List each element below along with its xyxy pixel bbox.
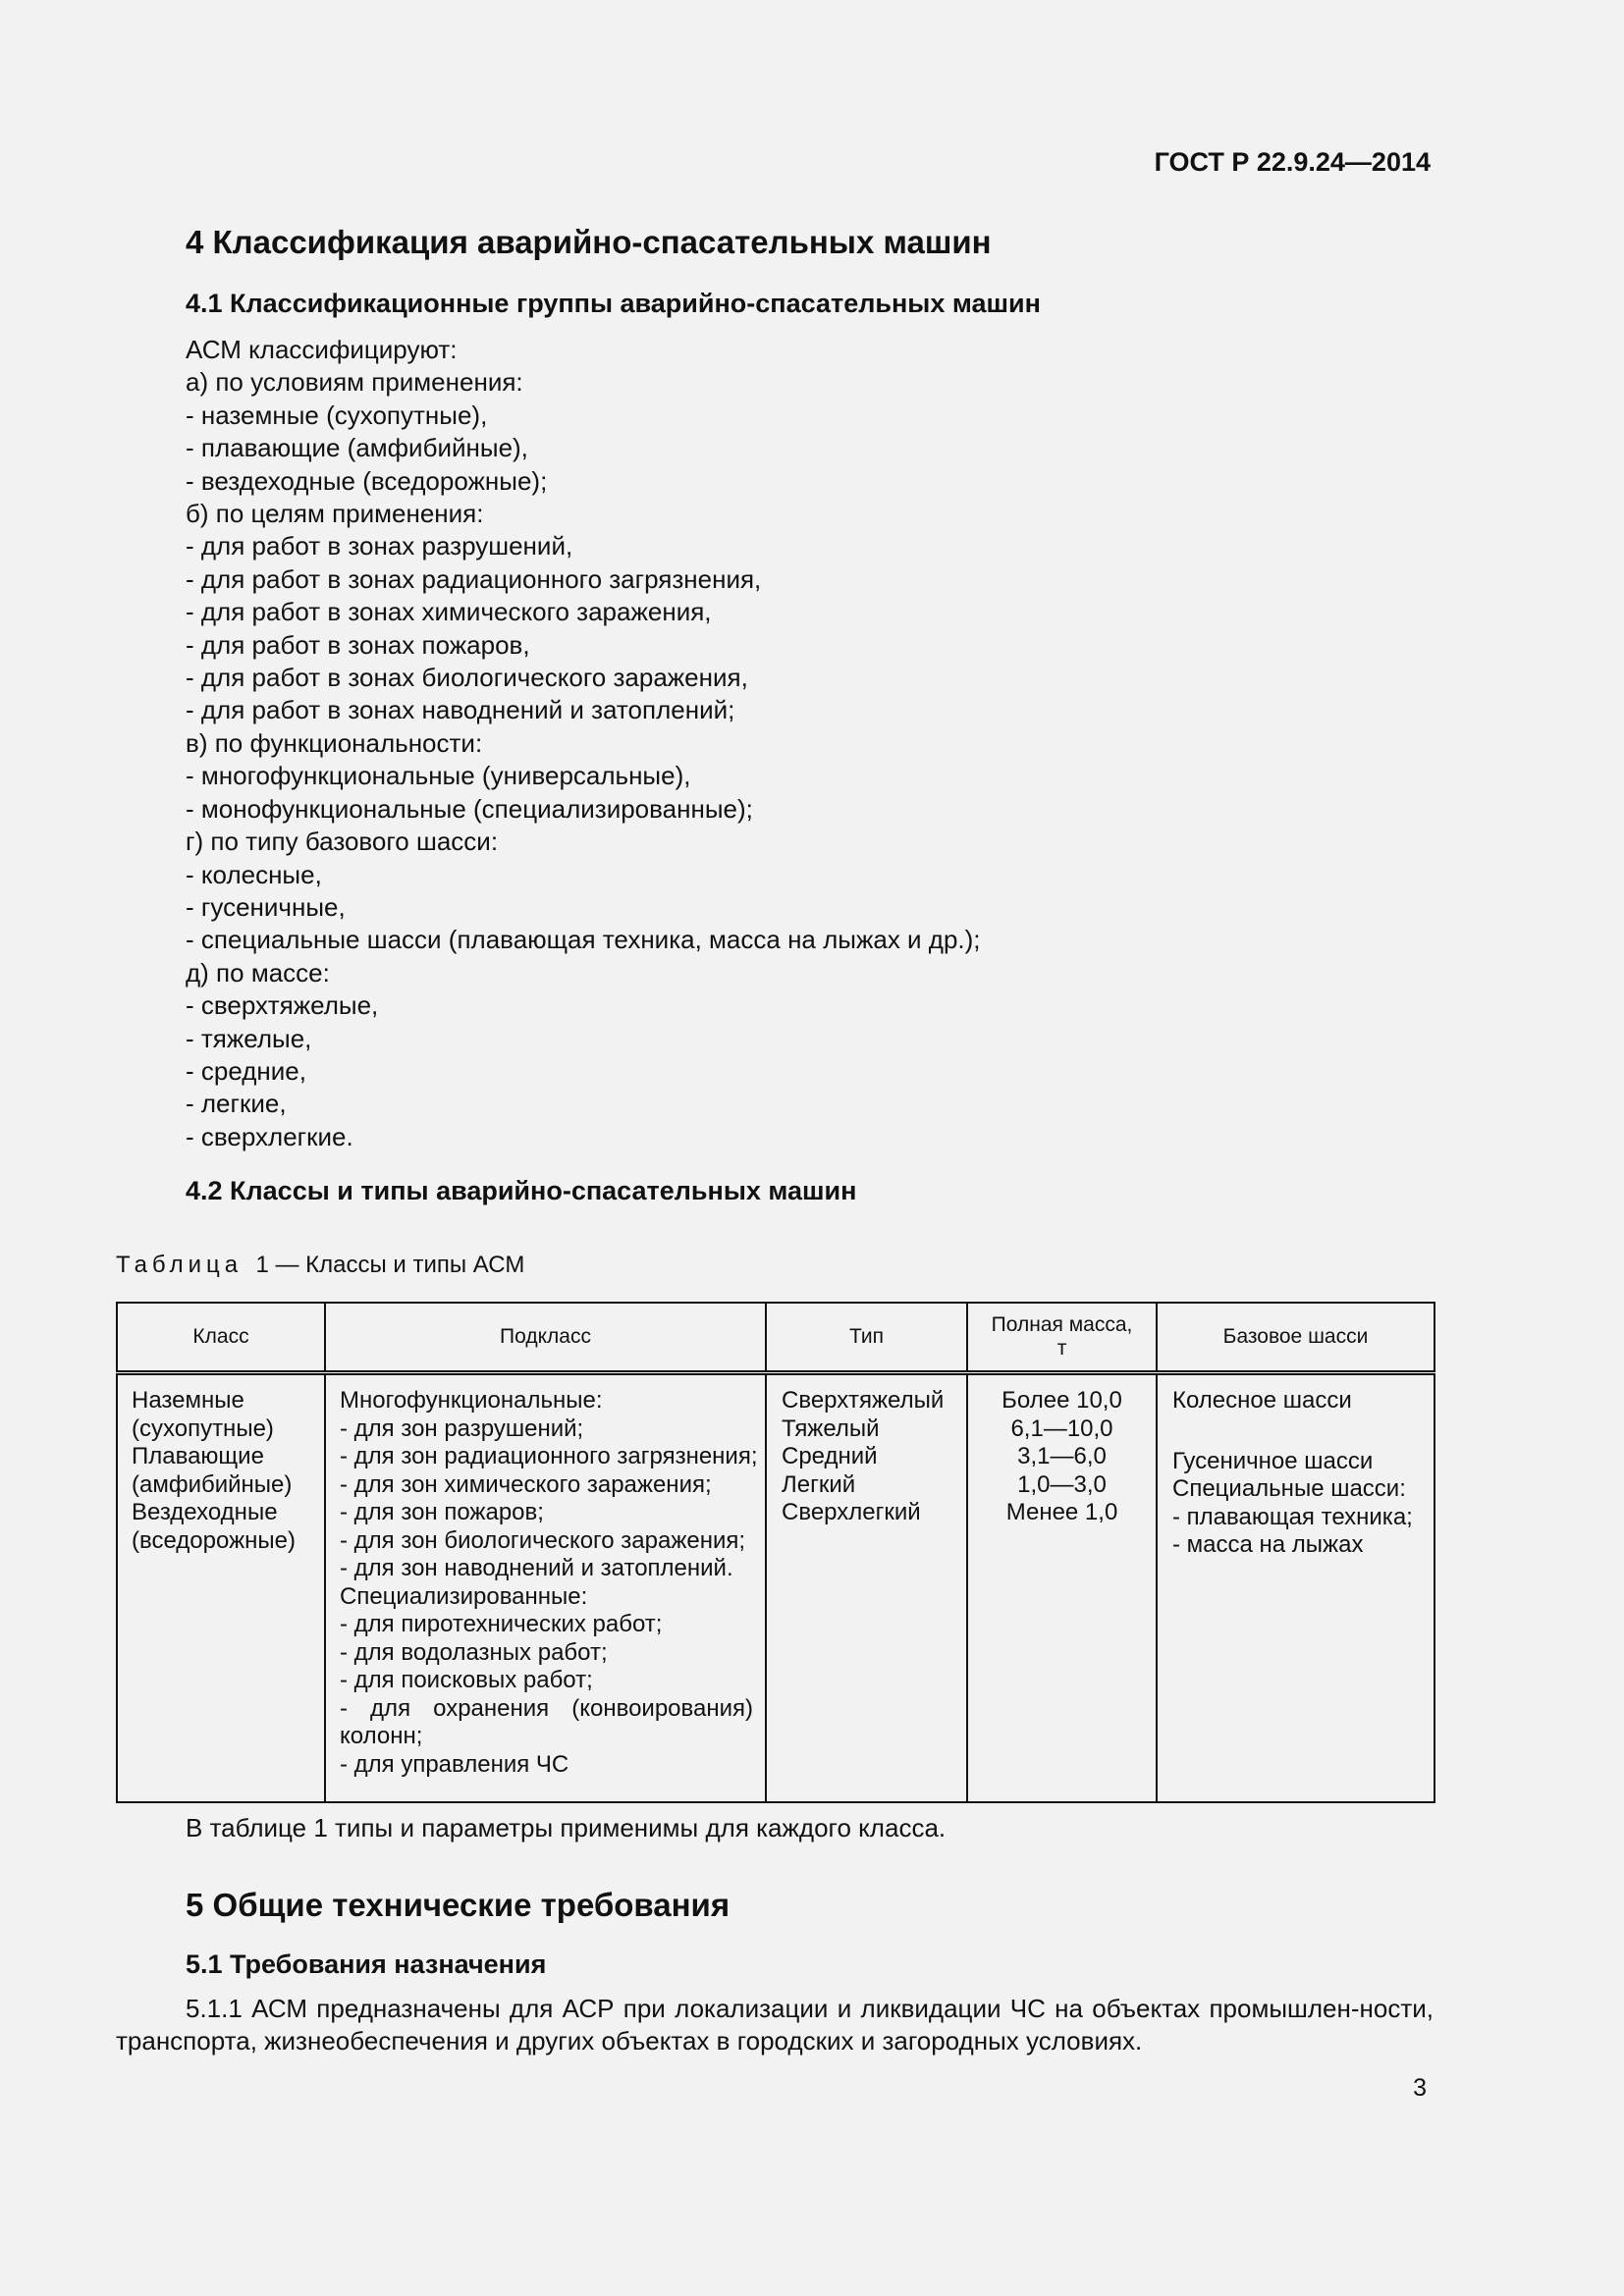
cell-line: - плавающая техника; — [1172, 1503, 1413, 1530]
cell-base — [1157, 1373, 1435, 1803]
cell-line: Колесное шасси — [1172, 1387, 1352, 1414]
list-line: д) по массе: — [186, 957, 330, 988]
cell-line: Сверхлегкий — [782, 1499, 921, 1525]
table-caption-label: Таблица — [116, 1252, 244, 1278]
list-line: - наземные (сухопутные), — [186, 400, 488, 430]
paragraph-5-1-1: 5.1.1 АСМ предназначены для АСР при локализации и ликвидации ЧС на объектах промышлен-ности, транспорта, жизнеобеспечения и других объектах в городских и загородных условиях. — [116, 1994, 1434, 2056]
list-line: - для работ в зонах биологического заражения, — [186, 663, 748, 693]
header-mass-line1: Полная масса, — [991, 1313, 1133, 1336]
cell-line: - для зон радиационного загрязнения; — [340, 1443, 758, 1469]
cell-line: Сверхтяжелый — [782, 1387, 945, 1414]
classification-list — [186, 334, 981, 1153]
page-number: 3 — [1413, 2074, 1427, 2102]
cell-line: 3,1—6,0 — [1017, 1443, 1107, 1469]
list-line: - гусеничные, — [186, 891, 346, 922]
table-row — [117, 1373, 1435, 1803]
list-line: - для работ в зонах пожаров, — [186, 629, 530, 660]
list-line: - многофункциональные (универсальные), — [186, 761, 691, 791]
table-caption-text: 1 — Классы и типы АСМ — [255, 1252, 525, 1278]
cell-line: колонн; — [340, 1723, 423, 1749]
list-line: - для работ в зонах наводнений и затоплений; — [186, 695, 735, 725]
list-line: - плавающие (амфибийные), — [186, 433, 528, 463]
cell-line: Плавающие — [132, 1443, 264, 1469]
cell-line: Вездеходные — [132, 1499, 278, 1525]
cell-line: Тяжелый — [782, 1415, 880, 1442]
cell-line: (амфибийные) — [132, 1470, 293, 1498]
cell-line: Менее 1,0 — [1005, 1499, 1118, 1525]
list-line: г) по типу базового шасси: — [186, 827, 499, 857]
cell-line: Средний — [782, 1443, 878, 1469]
cell-line: Гусеничное шасси — [1172, 1447, 1374, 1474]
cell-line: - масса на лыжах — [1172, 1531, 1364, 1558]
cell-line — [1172, 1415, 1434, 1448]
standard-code: ГОСТ Р 22.9.24—2014 — [1154, 147, 1431, 177]
header-type: Тип — [766, 1303, 967, 1373]
header-mass-line2: т — [1056, 1337, 1067, 1360]
cell-line: Более 10,0 — [1001, 1387, 1122, 1414]
list-line: - для работ в зонах разрушений, — [186, 531, 573, 561]
list-line: - колесные, — [186, 859, 322, 889]
cell-line: Специальные шасси: — [1172, 1475, 1406, 1502]
cell-type — [766, 1373, 967, 1803]
list-line: б) по целям применения: — [186, 499, 484, 529]
section-5-1-title: 5.1 Требования назначения — [186, 1949, 547, 1979]
list-line: - легкие, — [186, 1089, 287, 1119]
cell-line: - для поисковых работ; — [340, 1667, 593, 1693]
cell-line: - для водолазных работ; — [340, 1638, 608, 1666]
list-line: - монофункциональные (специализированные); — [186, 793, 753, 824]
cell-line: - для зон разрушений; — [340, 1415, 584, 1442]
list-line: - сверхлегкие. — [186, 1121, 353, 1151]
section-5-title: 5 Общие технические требования — [186, 1887, 731, 1923]
table-caption — [116, 1252, 524, 1279]
cell-line: - для зон пожаров; — [340, 1499, 544, 1525]
cell-line: Наземные — [132, 1387, 244, 1414]
classes-table — [116, 1302, 1435, 1803]
list-line: - для работ в зонах химического заражения, — [186, 597, 712, 627]
cell-line: (сухопутные) — [132, 1415, 274, 1442]
cell-line: - для зон химического заражения; — [340, 1470, 712, 1498]
list-line: - тяжелые, — [186, 1023, 312, 1053]
cell-line: Специализированные: — [340, 1582, 588, 1610]
list-line: - специальные шасси (плавающая техника, масса на лыжах и др.); — [186, 925, 981, 955]
list-line: в) по функциональности: — [186, 727, 483, 758]
table-header-row — [117, 1303, 1435, 1373]
list-line: - средние, — [186, 1055, 306, 1086]
cell-class — [117, 1373, 325, 1803]
cell-line: 6,1—10,0 — [1010, 1415, 1113, 1442]
cell-line: - для зон биологического заражения; — [340, 1526, 746, 1554]
header-subclass: Подкласс — [325, 1303, 766, 1373]
list-line: АСМ классифицируют: — [186, 335, 458, 364]
cell-line: 1,0—3,0 — [1017, 1470, 1107, 1498]
list-line: а) по условиям применения: — [186, 367, 523, 398]
list-line: - вездеходные (вседорожные); — [186, 465, 548, 496]
cell-line: - для пиротехнических работ; — [340, 1611, 663, 1637]
section-4-title: 4 Классификация аварийно-спасательных машин — [186, 224, 992, 260]
header-base: Базовое шасси — [1157, 1303, 1435, 1373]
cell-line: (вседорожные) — [132, 1526, 296, 1554]
cell-line: Многофункциональные: — [340, 1387, 603, 1414]
cell-line: - для зон наводнений и затоплений. — [340, 1555, 733, 1581]
list-line: - для работ в зонах радиационного загрязнения, — [186, 563, 762, 594]
cell-line: - для охранения (конвоирования) — [340, 1694, 753, 1722]
cell-mass — [967, 1373, 1157, 1803]
header-class: Класс — [117, 1303, 325, 1373]
table-note: В таблице 1 типы и параметры применимы для каждого класса. — [186, 1813, 947, 1842]
header-mass — [967, 1303, 1157, 1373]
cell-subclass — [325, 1373, 766, 1803]
section-4-2-title: 4.2 Классы и типы аварийно-спасательных машин — [186, 1176, 857, 1205]
section-4-1-title: 4.1 Классификационные группы аварийно-спасательных машин — [186, 289, 1041, 318]
list-line: - сверхтяжелые, — [186, 990, 379, 1021]
cell-line: Легкий — [782, 1470, 856, 1498]
cell-line: - для управления ЧС — [340, 1750, 569, 1778]
